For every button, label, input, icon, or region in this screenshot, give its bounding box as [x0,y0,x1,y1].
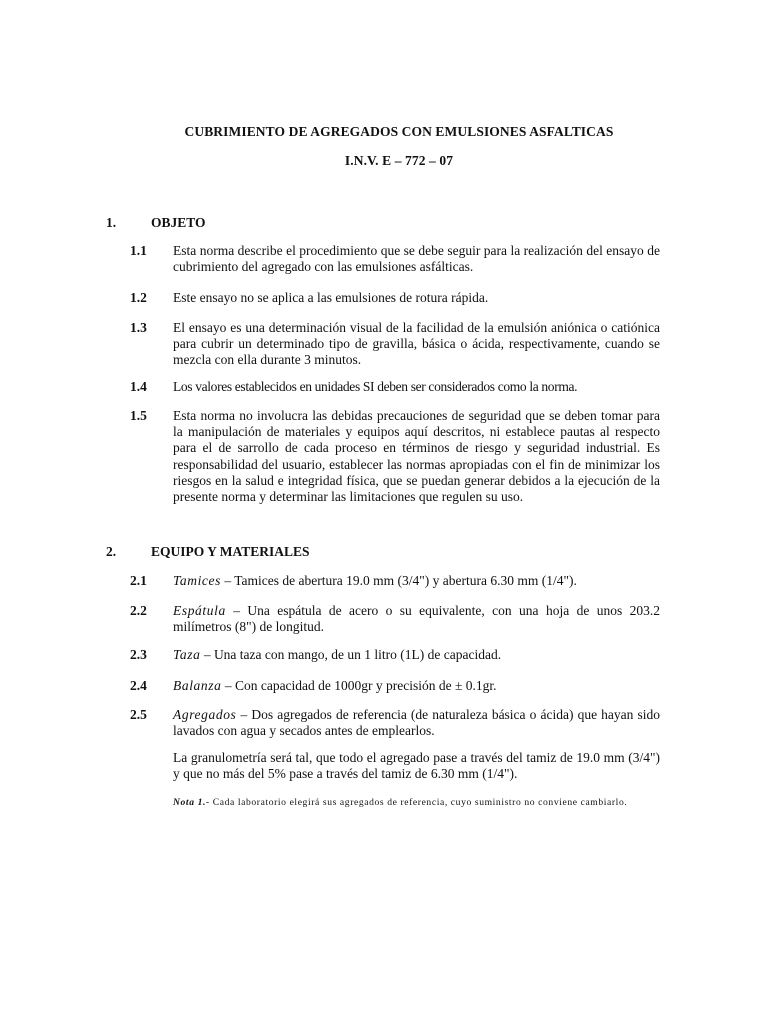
item-text: El ensayo es una determinación visual de la facilidad de la emulsión aniónica o catiónica para cubrir un determinado tipo de gravilla, básica o ácida, respectivamente, cuando se mezcla con ella durante 3 minutos. [173,320,660,368]
list-item [130,647,660,663]
section-title: EQUIPO Y MATERIALES [151,544,310,559]
item-text [173,647,660,663]
item-term: Espátula [173,603,226,618]
list-item [130,678,660,694]
note-label: Nota 1.- [173,797,210,808]
item-number: 2.4 [130,678,147,693]
item-number: 2.5 [130,707,147,722]
item-number: 2.2 [130,603,147,618]
item-text: Este ensayo no se aplica a las emulsiones de rotura rápida. [173,290,489,305]
item-term: Balanza [173,678,222,693]
item-text: Esta norma no involucra las debidas precauciones de seguridad que se deben tomar para la manipulación de materiales y equipos aquí descritos, ni establece pautas al respecto para el de sarrollo de cada proceso en términos de riesgo y seguridad industrial. Es responsabilidad del usuario, establecer las normas apropiadas con el fin de minimizar los riesgos en la salud e integridad física, que se puedan generar debidos a la ejecución de la presente norma y determinar las limitaciones que regulen su uso. [173,408,660,505]
item-text [173,678,660,694]
item-number: 1.5 [130,408,147,423]
item-number: 1.2 [130,290,147,305]
list-item [130,290,660,306]
item-text: Los valores establecidos en unidades SI deben ser considerados como la norma. [173,379,578,394]
item-number: 1.4 [130,379,147,394]
item-number: 2.1 [130,573,147,588]
list-item [130,320,660,369]
item-description: – Con capacidad de 1000gr y precisión de ± 0.1gr. [221,678,497,693]
document-title: CUBRIMIENTO DE AGREGADOS CON EMULSIONES ASFALTICAS [184,124,614,139]
item-text [173,573,660,589]
list-item [130,379,660,395]
list-item [130,408,660,505]
document-code: I.N.V. E – 772 – 07 [344,153,454,168]
item-term: Agregados [173,707,237,722]
item-term: Taza [173,647,201,662]
item-text: Esta norma describe el procedimiento que se debe seguir para la realización del ensayo de cubrimiento del agregado con las emulsiones asfálticas. [173,243,660,275]
list-item [130,243,660,275]
item-description: – Tamices de abertura 19.0 mm (3/4") y abertura 6.30 mm (1/4"). [220,573,577,588]
section-title: OBJETO [151,215,206,230]
item-description: – Una espátula de acero o su equivalente, con una hoja de unos 203.2 milímetros (8") de longitud. [173,603,660,635]
note-text: Cada laboratorio elegirá sus agregados de referencia, cuyo suministro no conviene cambiarlo. [209,797,628,808]
list-item [130,707,660,739]
item-number: 2.3 [130,647,147,662]
section-number: 2. [106,544,117,559]
body-paragraph: La granulometría será tal, que todo el agregado pase a través del tamiz de 19.0 mm (3/4") y que no más del 5% pase a través del tamiz de 6.30 mm (1/4"). [173,750,660,782]
item-text [173,707,660,739]
item-number: 1.3 [130,320,147,335]
item-description: – Una taza con mango, de un 1 litro (1L) de capacidad. [200,647,502,662]
section-number: 1. [106,215,117,230]
item-text [173,603,660,635]
note [173,796,660,809]
item-number: 1.1 [130,243,147,258]
list-item [130,573,660,589]
item-description: – Dos agregados de referencia (de naturaleza básica o ácida) que hayan sido lavados con agua y secados antes de emplearlos. [173,707,660,739]
item-term: Tamices [173,573,221,588]
list-item [130,603,660,635]
